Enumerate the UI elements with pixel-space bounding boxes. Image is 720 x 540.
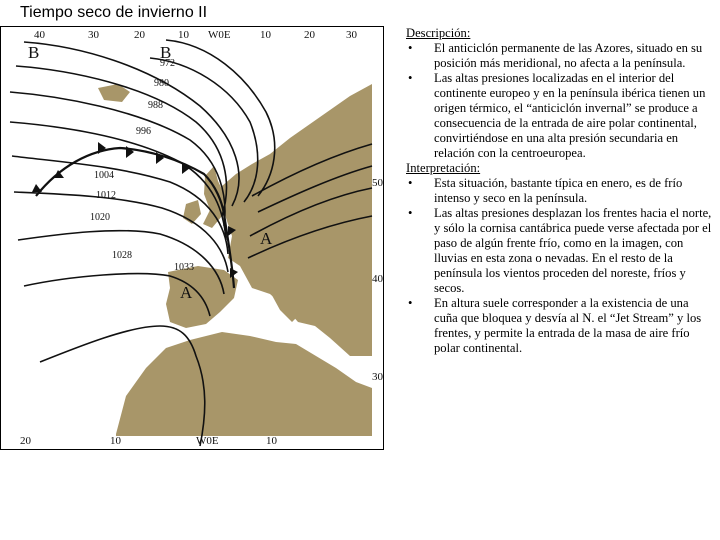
bottom-lon-label: W0E (196, 435, 219, 447)
bottom-lon-label: 10 (110, 435, 121, 447)
isobar-value: 1012 (96, 190, 116, 201)
right-lat-label: 50 (372, 177, 383, 189)
interpretacion-item: • Las altas presiones desplazan los frentes hacia el norte, y sólo la cornisa cantábrica puede verse afectada por el paso de algún frente frío, como en la imagen, con lluvias en esta zona o nevadas. En el resto de la península los vientos proceden del noreste, fríos y secos. (406, 206, 712, 296)
top-lon-label: 20 (304, 29, 315, 41)
top-lon-label: 10 (260, 29, 271, 41)
text-column (406, 26, 712, 356)
top-lon-label: 30 (88, 29, 99, 41)
top-lon-label: 40 (34, 29, 45, 41)
top-lon-label: 10 (178, 29, 189, 41)
high-pressure-symbol: A (180, 283, 193, 302)
interpretacion-list (406, 176, 712, 356)
bottom-lon-label: 20 (20, 435, 31, 447)
right-lat-label: 40 (372, 273, 383, 285)
slide-title: Tiempo seco de invierno II (20, 4, 208, 21)
right-lat-label: 30 (372, 371, 383, 383)
descripcion-list (406, 41, 712, 161)
top-lon-label: W0E (208, 29, 231, 41)
isobar-value: 1033 (174, 262, 194, 273)
isobar-value: 1020 (90, 212, 110, 223)
low-pressure-symbol: B (160, 43, 172, 62)
low-pressure-symbol: B (28, 43, 40, 62)
top-lon-label: 20 (134, 29, 145, 41)
high-pressure-symbol: A (260, 229, 273, 248)
interpretacion-item: • En altura suele corresponder a la existencia de una cuña que bloquea y desvía al N. el “Jet Stream” y los frentes, y permite la entrada de la masa de aire frío polar continental. (406, 296, 712, 356)
isobar-value: 1028 (112, 250, 132, 261)
weather-map (0, 26, 384, 450)
isobar-value: 972 (160, 58, 175, 69)
top-lon-label: 30 (346, 29, 357, 41)
descripcion-item: • Las altas presiones localizadas en el interior del continente europeo y en la península ibérica tienen un origen térmico, el “anticiclón invernal” se produce a consecuencia de la entrada de aire polar continental, convirtiéndose en una alta presión secundaria en relación con la centroeuropea. (406, 71, 712, 161)
isobar-value: 988 (148, 100, 163, 111)
descripcion-heading: Descripción: (406, 26, 471, 40)
isobar-value: 996 (136, 126, 151, 137)
interpretacion-heading: Interpretación: (406, 161, 481, 175)
isobar-value: 980 (154, 78, 169, 89)
bottom-lon-label: 10 (266, 435, 277, 447)
isobar-value: 1004 (94, 170, 114, 181)
interpretacion-item: • Esta situación, bastante típica en enero, es de frío intenso y seco en la península. (406, 176, 712, 206)
descripcion-item: • El anticiclón permanente de las Azores, situado en su posición más meridional, no afecta a la península. (406, 41, 712, 71)
